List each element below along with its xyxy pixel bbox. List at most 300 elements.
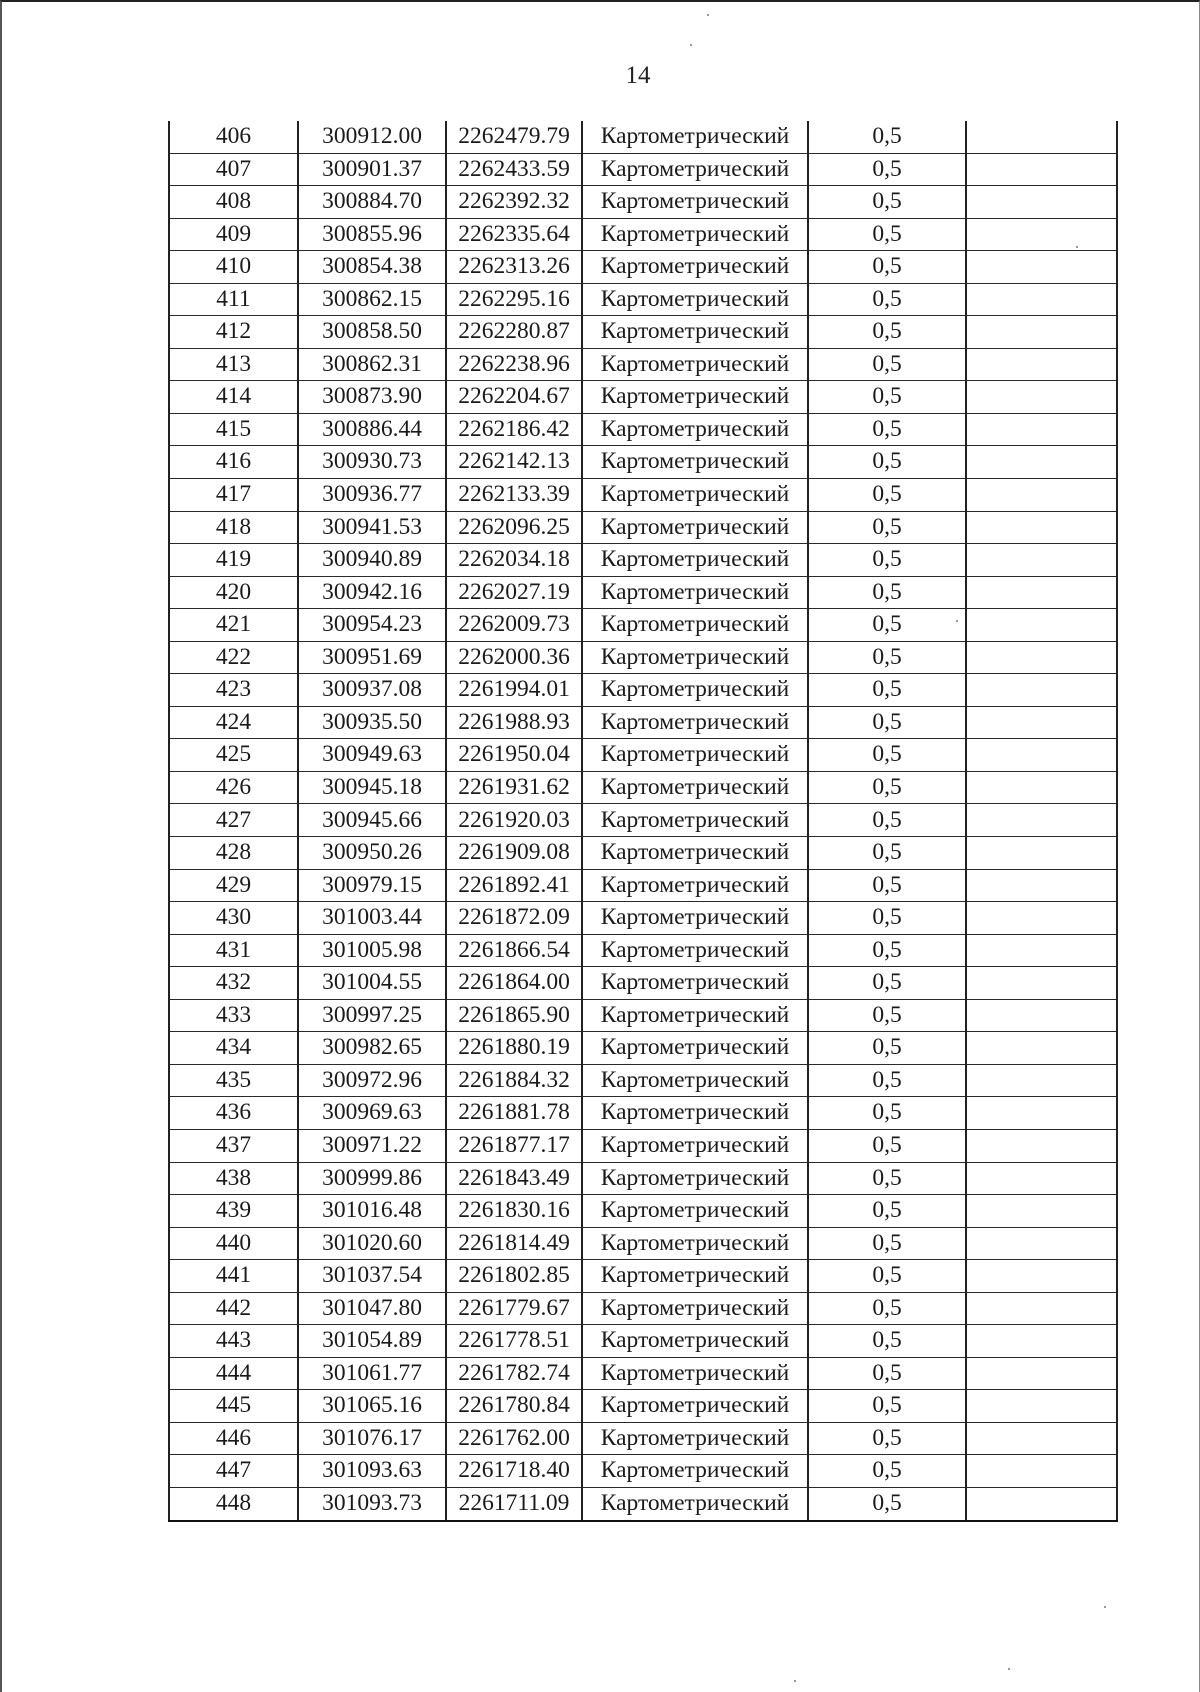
cell-coord-x: 300949.63 (298, 739, 446, 772)
cell-coord-x: 300873.90 (298, 381, 446, 414)
cell-coord-x: 300982.65 (298, 1032, 446, 1065)
cell-coord-x: 301037.54 (298, 1260, 446, 1293)
cell-coord-x: 300854.38 (298, 251, 446, 284)
cell-accuracy: 0,5 (808, 1260, 966, 1293)
cell-point-number: 446 (169, 1422, 298, 1455)
cell-coord-x: 300971.22 (298, 1129, 446, 1162)
cell-note (966, 218, 1117, 251)
cell-point-number: 409 (169, 218, 298, 251)
cell-note (966, 934, 1117, 967)
cell-coord-x: 300935.50 (298, 706, 446, 739)
cell-coord-x: 300999.86 (298, 1162, 446, 1195)
cell-coord-x: 300954.23 (298, 609, 446, 642)
cell-coord-x: 300979.15 (298, 869, 446, 902)
cell-coord-y: 2262034.18 (446, 544, 582, 577)
cell-coord-y: 2262204.67 (446, 381, 582, 414)
cell-point-number: 431 (169, 934, 298, 967)
cell-coord-x: 301016.48 (298, 1195, 446, 1228)
cell-accuracy: 0,5 (808, 283, 966, 316)
cell-coord-x: 300862.31 (298, 348, 446, 381)
cell-coord-y: 2261950.04 (446, 739, 582, 772)
cell-coord-x: 300937.08 (298, 674, 446, 707)
cell-point-number: 439 (169, 1195, 298, 1228)
table-row (169, 544, 1117, 577)
cell-coord-x: 300886.44 (298, 413, 446, 446)
cell-coord-y: 2262295.16 (446, 283, 582, 316)
scan-speck (1008, 1668, 1010, 1670)
cell-note (966, 1032, 1117, 1065)
cell-point-number: 421 (169, 609, 298, 642)
cell-method: Картометрический (582, 706, 808, 739)
cell-coord-x: 300901.37 (298, 153, 446, 186)
cell-point-number: 428 (169, 837, 298, 870)
cell-accuracy: 0,5 (808, 446, 966, 479)
cell-coord-x: 300912.00 (298, 121, 446, 153)
cell-method: Картометрический (582, 446, 808, 479)
cell-accuracy: 0,5 (808, 1064, 966, 1097)
cell-coord-x: 300945.66 (298, 804, 446, 837)
cell-point-number: 441 (169, 1260, 298, 1293)
cell-coord-y: 2262133.39 (446, 479, 582, 512)
table-row (169, 1260, 1117, 1293)
cell-method: Картометрический (582, 1064, 808, 1097)
table-row (169, 902, 1117, 935)
cell-coord-y: 2261802.85 (446, 1260, 582, 1293)
cell-point-number: 427 (169, 804, 298, 837)
table-row (169, 706, 1117, 739)
table-row (169, 609, 1117, 642)
cell-note (966, 283, 1117, 316)
cell-coord-y: 2261892.41 (446, 869, 582, 902)
table-row (169, 316, 1117, 349)
cell-point-number: 415 (169, 413, 298, 446)
scan-speck (1076, 246, 1078, 248)
cell-coord-y: 2262280.87 (446, 316, 582, 349)
cell-note (966, 1129, 1117, 1162)
cell-method: Картометрический (582, 771, 808, 804)
cell-method: Картометрический (582, 511, 808, 544)
cell-coord-y: 2262479.79 (446, 121, 582, 153)
cell-coord-y: 2261884.32 (446, 1064, 582, 1097)
cell-note (966, 641, 1117, 674)
cell-method: Картометрический (582, 1129, 808, 1162)
cell-accuracy: 0,5 (808, 1455, 966, 1488)
cell-method: Картометрический (582, 804, 808, 837)
cell-coord-y: 2261780.84 (446, 1390, 582, 1423)
cell-accuracy: 0,5 (808, 1390, 966, 1423)
cell-method: Картометрический (582, 1357, 808, 1390)
table-row (169, 1032, 1117, 1065)
cell-method: Картометрический (582, 218, 808, 251)
cell-coord-x: 301061.77 (298, 1357, 446, 1390)
cell-coord-x: 300969.63 (298, 1097, 446, 1130)
cell-method: Картометрический (582, 999, 808, 1032)
cell-coord-y: 2261909.08 (446, 837, 582, 870)
table-row (169, 153, 1117, 186)
cell-point-number: 410 (169, 251, 298, 284)
cell-point-number: 444 (169, 1357, 298, 1390)
cell-method: Картометрический (582, 674, 808, 707)
cell-note (966, 967, 1117, 1000)
cell-coord-x: 300945.18 (298, 771, 446, 804)
cell-note (966, 1422, 1117, 1455)
cell-note (966, 869, 1117, 902)
scan-speck (707, 14, 709, 16)
cell-method: Картометрический (582, 1162, 808, 1195)
cell-point-number: 433 (169, 999, 298, 1032)
cell-note (966, 186, 1117, 219)
cell-method: Картометрический (582, 479, 808, 512)
cell-point-number: 426 (169, 771, 298, 804)
cell-accuracy: 0,5 (808, 576, 966, 609)
table-row (169, 641, 1117, 674)
cell-note (966, 1357, 1117, 1390)
cell-coord-x: 300997.25 (298, 999, 446, 1032)
cell-coord-y: 2261872.09 (446, 902, 582, 935)
coordinates-table-body (169, 121, 1117, 1521)
cell-coord-y: 2261994.01 (446, 674, 582, 707)
cell-accuracy: 0,5 (808, 1195, 966, 1228)
cell-accuracy: 0,5 (808, 1129, 966, 1162)
cell-accuracy: 0,5 (808, 1227, 966, 1260)
cell-note (966, 251, 1117, 284)
cell-method: Картометрический (582, 316, 808, 349)
cell-note (966, 1195, 1117, 1228)
cell-coord-y: 2262335.64 (446, 218, 582, 251)
cell-point-number: 442 (169, 1292, 298, 1325)
cell-coord-y: 2261718.40 (446, 1455, 582, 1488)
cell-coord-x: 301076.17 (298, 1422, 446, 1455)
cell-method: Картометрический (582, 1292, 808, 1325)
cell-method: Картометрический (582, 1487, 808, 1520)
cell-coord-x: 300930.73 (298, 446, 446, 479)
table-row (169, 967, 1117, 1000)
cell-note (966, 479, 1117, 512)
cell-accuracy: 0,5 (808, 316, 966, 349)
scan-speck (690, 44, 692, 46)
table-row (169, 283, 1117, 316)
cell-note (966, 804, 1117, 837)
cell-coord-y: 2261782.74 (446, 1357, 582, 1390)
table-row (169, 1390, 1117, 1423)
cell-note (966, 1487, 1117, 1520)
cell-coord-x: 301093.73 (298, 1487, 446, 1520)
cell-coord-y: 2262392.32 (446, 186, 582, 219)
cell-method: Картометрический (582, 251, 808, 284)
cell-note (966, 413, 1117, 446)
cell-method: Картометрический (582, 576, 808, 609)
cell-accuracy: 0,5 (808, 121, 966, 153)
cell-note (966, 609, 1117, 642)
scan-speck (1104, 1606, 1106, 1608)
page-number: 14 (625, 62, 651, 89)
cell-method: Картометрический (582, 934, 808, 967)
table-row (169, 739, 1117, 772)
cell-coord-y: 2262000.36 (446, 641, 582, 674)
cell-accuracy: 0,5 (808, 1032, 966, 1065)
table-row (169, 674, 1117, 707)
cell-accuracy: 0,5 (808, 381, 966, 414)
cell-note (966, 1260, 1117, 1293)
cell-method: Картометрический (582, 153, 808, 186)
cell-accuracy: 0,5 (808, 218, 966, 251)
cell-accuracy: 0,5 (808, 641, 966, 674)
table-row (169, 1195, 1117, 1228)
coordinates-table (168, 121, 1118, 1522)
cell-point-number: 423 (169, 674, 298, 707)
cell-method: Картометрический (582, 1455, 808, 1488)
cell-method: Картометрический (582, 1325, 808, 1358)
cell-note (966, 576, 1117, 609)
cell-note (966, 1292, 1117, 1325)
cell-note (966, 1325, 1117, 1358)
cell-point-number: 437 (169, 1129, 298, 1162)
cell-coord-x: 300972.96 (298, 1064, 446, 1097)
cell-coord-y: 2261762.00 (446, 1422, 582, 1455)
cell-accuracy: 0,5 (808, 186, 966, 219)
cell-method: Картометрический (582, 1227, 808, 1260)
cell-coord-y: 2262433.59 (446, 153, 582, 186)
table-row (169, 218, 1117, 251)
table-row (169, 511, 1117, 544)
cell-coord-x: 301005.98 (298, 934, 446, 967)
cell-point-number: 429 (169, 869, 298, 902)
table-row (169, 1129, 1117, 1162)
table-row (169, 479, 1117, 512)
cell-point-number: 436 (169, 1097, 298, 1130)
cell-accuracy: 0,5 (808, 511, 966, 544)
cell-coord-y: 2261920.03 (446, 804, 582, 837)
table-row (169, 251, 1117, 284)
cell-coord-y: 2262313.26 (446, 251, 582, 284)
cell-note (966, 381, 1117, 414)
table-row (169, 1097, 1117, 1130)
cell-coord-y: 2262096.25 (446, 511, 582, 544)
table-row (169, 1357, 1117, 1390)
cell-coord-y: 2261880.19 (446, 1032, 582, 1065)
cell-accuracy: 0,5 (808, 771, 966, 804)
table-row (169, 1292, 1117, 1325)
cell-accuracy: 0,5 (808, 479, 966, 512)
cell-note (966, 837, 1117, 870)
cell-note (966, 316, 1117, 349)
cell-coord-y: 2261711.09 (446, 1487, 582, 1520)
cell-coord-x: 300862.15 (298, 283, 446, 316)
cell-note (966, 674, 1117, 707)
cell-point-number: 407 (169, 153, 298, 186)
cell-point-number: 406 (169, 121, 298, 153)
cell-method: Картометрический (582, 967, 808, 1000)
cell-accuracy: 0,5 (808, 609, 966, 642)
cell-method: Картометрический (582, 283, 808, 316)
cell-coord-x: 301004.55 (298, 967, 446, 1000)
cell-accuracy: 0,5 (808, 348, 966, 381)
cell-point-number: 448 (169, 1487, 298, 1520)
cell-accuracy: 0,5 (808, 251, 966, 284)
cell-note (966, 1390, 1117, 1423)
cell-note (966, 739, 1117, 772)
cell-method: Картометрический (582, 121, 808, 153)
cell-coord-x: 301065.16 (298, 1390, 446, 1423)
cell-point-number: 443 (169, 1325, 298, 1358)
cell-accuracy: 0,5 (808, 739, 966, 772)
cell-accuracy: 0,5 (808, 153, 966, 186)
cell-method: Картометрический (582, 739, 808, 772)
cell-note (966, 1097, 1117, 1130)
cell-point-number: 432 (169, 967, 298, 1000)
cell-point-number: 418 (169, 511, 298, 544)
cell-point-number: 424 (169, 706, 298, 739)
table-row (169, 869, 1117, 902)
cell-point-number: 422 (169, 641, 298, 674)
table-row (169, 934, 1117, 967)
cell-note (966, 771, 1117, 804)
cell-accuracy: 0,5 (808, 1487, 966, 1520)
cell-coord-y: 2261931.62 (446, 771, 582, 804)
cell-point-number: 411 (169, 283, 298, 316)
cell-coord-y: 2262142.13 (446, 446, 582, 479)
cell-note (966, 1064, 1117, 1097)
table-row (169, 576, 1117, 609)
cell-note (966, 511, 1117, 544)
cell-point-number: 430 (169, 902, 298, 935)
cell-coord-x: 301020.60 (298, 1227, 446, 1260)
table-row (169, 413, 1117, 446)
cell-note (966, 902, 1117, 935)
cell-point-number: 445 (169, 1390, 298, 1423)
cell-method: Картометрический (582, 1195, 808, 1228)
cell-method: Картометрический (582, 1032, 808, 1065)
cell-accuracy: 0,5 (808, 999, 966, 1032)
table-row (169, 837, 1117, 870)
cell-method: Картометрический (582, 1260, 808, 1293)
cell-point-number: 419 (169, 544, 298, 577)
cell-accuracy: 0,5 (808, 544, 966, 577)
cell-coord-y: 2261864.00 (446, 967, 582, 1000)
cell-method: Картометрический (582, 544, 808, 577)
cell-accuracy: 0,5 (808, 804, 966, 837)
cell-coord-y: 2262009.73 (446, 609, 582, 642)
cell-note (966, 706, 1117, 739)
cell-accuracy: 0,5 (808, 869, 966, 902)
cell-coord-y: 2261779.67 (446, 1292, 582, 1325)
table-row (169, 381, 1117, 414)
cell-point-number: 447 (169, 1455, 298, 1488)
cell-coord-x: 300950.26 (298, 837, 446, 870)
cell-coord-y: 2261778.51 (446, 1325, 582, 1358)
cell-point-number: 408 (169, 186, 298, 219)
cell-note (966, 1162, 1117, 1195)
cell-note (966, 1455, 1117, 1488)
cell-accuracy: 0,5 (808, 1097, 966, 1130)
cell-coord-x: 300884.70 (298, 186, 446, 219)
cell-coord-x: 300936.77 (298, 479, 446, 512)
cell-note (966, 544, 1117, 577)
cell-method: Картометрический (582, 902, 808, 935)
cell-method: Картометрический (582, 413, 808, 446)
cell-accuracy: 0,5 (808, 706, 966, 739)
cell-coord-x: 301054.89 (298, 1325, 446, 1358)
table-row (169, 121, 1117, 153)
cell-coord-y: 2261843.49 (446, 1162, 582, 1195)
cell-point-number: 425 (169, 739, 298, 772)
table-row (169, 1064, 1117, 1097)
cell-note (966, 121, 1117, 153)
table-row (169, 348, 1117, 381)
cell-note (966, 153, 1117, 186)
cell-coord-y: 2261866.54 (446, 934, 582, 967)
table-row (169, 446, 1117, 479)
cell-accuracy: 0,5 (808, 674, 966, 707)
table-row (169, 1487, 1117, 1520)
cell-point-number: 412 (169, 316, 298, 349)
cell-coord-x: 300940.89 (298, 544, 446, 577)
cell-accuracy: 0,5 (808, 1325, 966, 1358)
table-row (169, 186, 1117, 219)
cell-point-number: 438 (169, 1162, 298, 1195)
cell-coord-y: 2261988.93 (446, 706, 582, 739)
cell-point-number: 414 (169, 381, 298, 414)
cell-point-number: 416 (169, 446, 298, 479)
cell-method: Картометрический (582, 1097, 808, 1130)
cell-coord-x: 300855.96 (298, 218, 446, 251)
cell-accuracy: 0,5 (808, 902, 966, 935)
table-row (169, 1325, 1117, 1358)
cell-coord-x: 301003.44 (298, 902, 446, 935)
cell-coord-x: 301047.80 (298, 1292, 446, 1325)
cell-accuracy: 0,5 (808, 837, 966, 870)
cell-coord-x: 300942.16 (298, 576, 446, 609)
cell-method: Картометрический (582, 869, 808, 902)
cell-coord-x: 301093.63 (298, 1455, 446, 1488)
cell-accuracy: 0,5 (808, 967, 966, 1000)
cell-note (966, 999, 1117, 1032)
table-row (169, 771, 1117, 804)
table-row (169, 999, 1117, 1032)
cell-method: Картометрический (582, 837, 808, 870)
scan-speck (956, 620, 958, 622)
cell-point-number: 435 (169, 1064, 298, 1097)
cell-point-number: 417 (169, 479, 298, 512)
cell-accuracy: 0,5 (808, 934, 966, 967)
cell-coord-x: 300941.53 (298, 511, 446, 544)
table-row (169, 1227, 1117, 1260)
cell-coord-x: 300951.69 (298, 641, 446, 674)
cell-accuracy: 0,5 (808, 1357, 966, 1390)
scan-speck (794, 1680, 796, 1682)
cell-point-number: 440 (169, 1227, 298, 1260)
cell-coord-y: 2262238.96 (446, 348, 582, 381)
cell-coord-y: 2261881.78 (446, 1097, 582, 1130)
table-row (169, 1455, 1117, 1488)
table-row (169, 804, 1117, 837)
cell-method: Картометрический (582, 609, 808, 642)
cell-note (966, 446, 1117, 479)
cell-coord-x: 300858.50 (298, 316, 446, 349)
cell-point-number: 434 (169, 1032, 298, 1065)
cell-accuracy: 0,5 (808, 1422, 966, 1455)
cell-method: Картометрический (582, 186, 808, 219)
cell-method: Картометрический (582, 381, 808, 414)
cell-accuracy: 0,5 (808, 1292, 966, 1325)
cell-note (966, 348, 1117, 381)
cell-coord-y: 2261830.16 (446, 1195, 582, 1228)
cell-coord-y: 2262186.42 (446, 413, 582, 446)
cell-coord-y: 2261877.17 (446, 1129, 582, 1162)
cell-point-number: 420 (169, 576, 298, 609)
cell-coord-y: 2261814.49 (446, 1227, 582, 1260)
table-row (169, 1162, 1117, 1195)
